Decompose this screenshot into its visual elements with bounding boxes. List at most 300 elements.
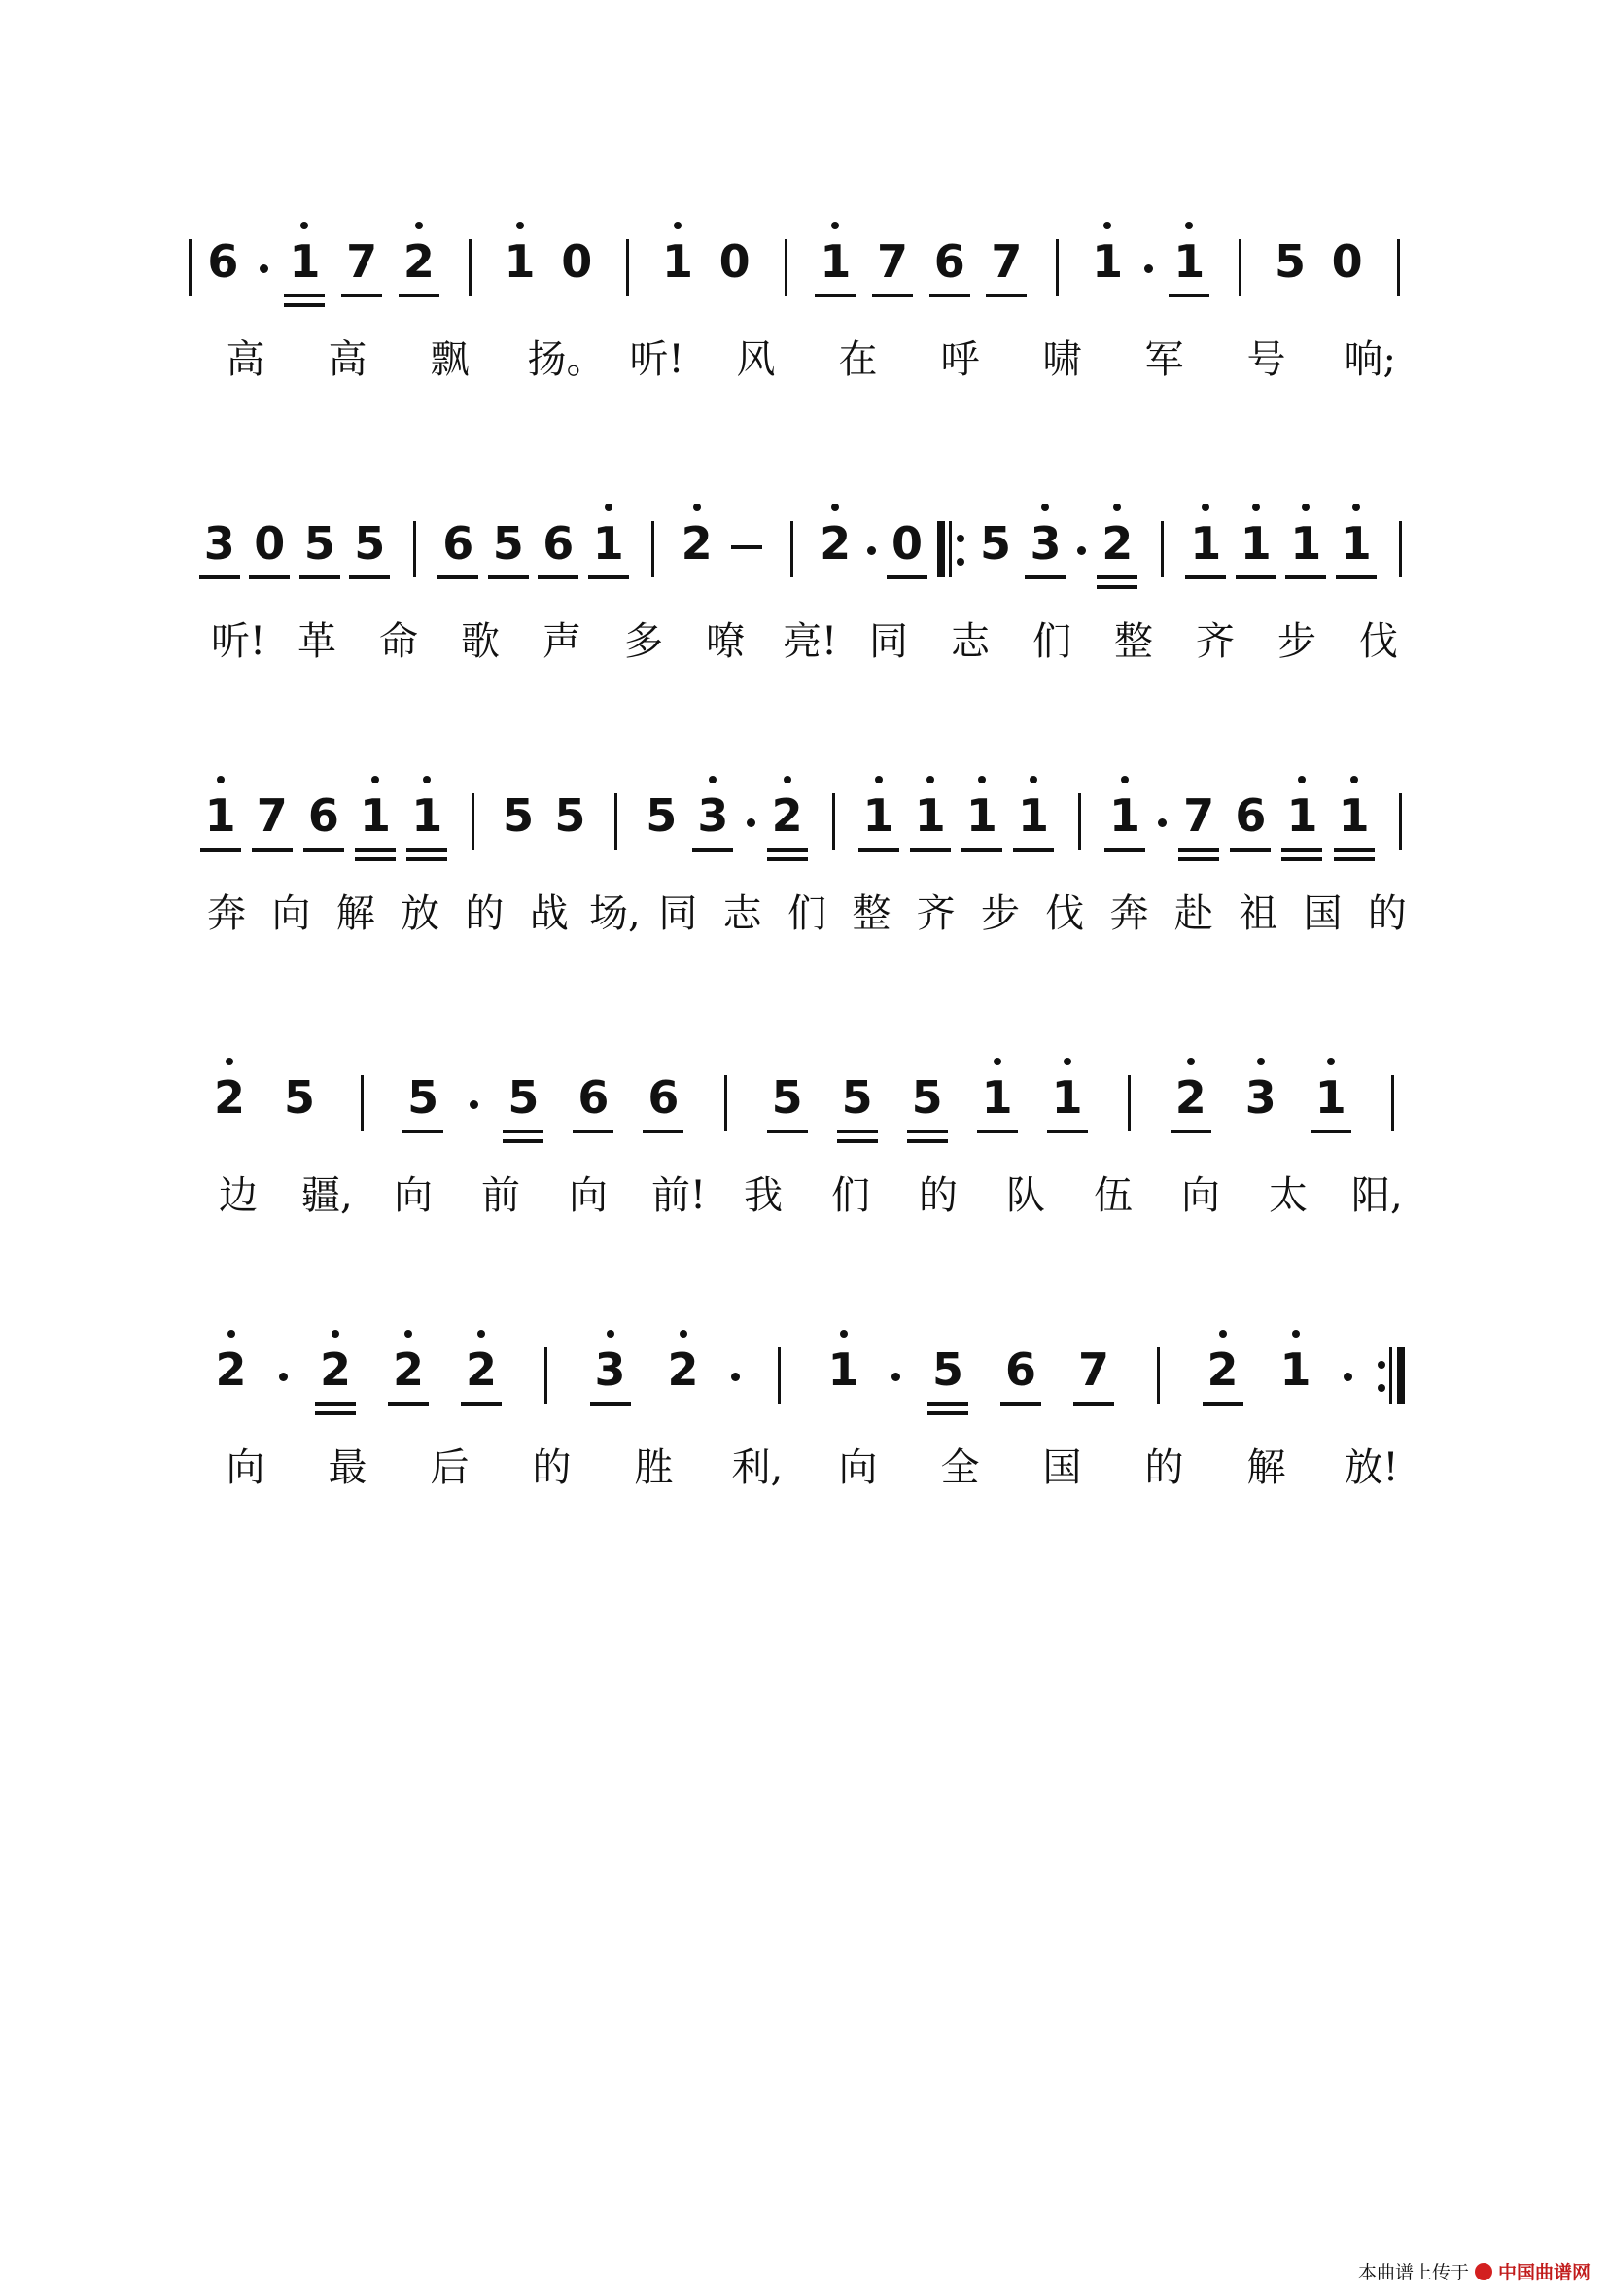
lyric-syllable: 齐 [1196,619,1235,664]
note: 2 [1201,1343,1245,1396]
high-octave-dot [1202,504,1209,511]
lyric-syllable: 军 [1144,337,1184,382]
upload-credit-text: 本曲谱上传于 [1357,2262,1469,2283]
underline [1281,848,1322,852]
note: 2 [813,517,857,570]
underline [872,294,913,297]
lyric-syllable: 整 [852,891,891,936]
score-system [0,739,1608,953]
note: 5 [1274,235,1306,288]
lyric-syllable: 飘 [430,337,470,382]
note: 2 [459,1343,504,1396]
underline [538,575,578,579]
lyric-syllable: 风 [736,337,776,382]
underline [1334,848,1375,852]
note: 7 [870,235,915,288]
site-logo-icon [1475,2263,1492,2280]
score-system [0,185,1608,399]
note: 6 [571,1071,615,1124]
lyric-syllable: 前 [481,1173,520,1218]
high-octave-dot [875,776,883,783]
high-octave-dot [1121,776,1129,783]
high-octave-dot [227,1330,235,1338]
note: 6 [207,235,239,288]
lyric-syllable: 的 [1367,891,1407,936]
note: 2 [661,1343,706,1396]
note: 1 [198,789,243,842]
high-octave-dot [404,1330,412,1338]
high-octave-dot [831,504,839,511]
note: 6 [998,1343,1043,1396]
underline [315,1411,356,1415]
augmentation-dot [731,1373,740,1381]
notes-line [0,467,1608,612]
high-octave-dot [1041,504,1049,511]
underline [590,1402,631,1406]
underline [907,1130,948,1133]
note: 3 [588,1343,633,1396]
underline [1311,1130,1351,1133]
lyric-syllable: 边 [219,1173,258,1218]
note: 1 [1183,517,1228,570]
lyric-syllable: 向 [838,1445,878,1490]
underline [1178,848,1219,852]
lyric-syllable: 命 [379,619,418,664]
underline [907,1139,948,1143]
barline [1397,239,1400,296]
note: 1 [498,235,542,288]
underline [1047,1130,1088,1133]
note: 5 [646,789,678,842]
lyric-syllable: 的 [465,891,505,936]
lyric-syllable: 队 [1006,1173,1045,1218]
lyric-syllable: 同 [869,619,908,664]
repeat-dot [1378,1384,1385,1392]
note: 1 [1085,235,1130,288]
barline [1391,1075,1394,1131]
repeat-barline-thick [937,521,945,577]
underline [461,1402,502,1406]
repeat-barline-thick [1397,1347,1405,1404]
lyric-syllable: 放 [401,891,440,936]
high-octave-dot [674,222,682,229]
note: 6 [536,517,580,570]
high-octave-dot [1352,504,1360,511]
barline [1078,793,1081,850]
note: 5 [765,1071,810,1124]
high-octave-dot [605,504,612,511]
underline [402,1130,443,1133]
site-name: 中国曲谱网 [1497,2262,1591,2283]
repeat-barline-thin [949,521,952,577]
lyric-syllable: 伐 [1045,891,1085,936]
underline [1000,1402,1041,1406]
note: 3 [197,517,242,570]
underline [858,848,899,852]
high-octave-dot [332,1330,339,1338]
lyric-syllable: 响; [1344,337,1396,382]
lyric-syllable: 我 [744,1173,783,1218]
underline [815,294,856,297]
underline [388,1402,429,1406]
underline [355,857,396,861]
note: 5 [283,1071,315,1124]
augmentation-dot [747,818,755,827]
augmentation-dot [867,546,876,555]
note: 7 [1071,1343,1116,1396]
barline [832,793,835,850]
barline [790,521,793,577]
barline [651,521,654,577]
high-octave-dot [1298,776,1306,783]
note: 1 [813,235,857,288]
note: 1 [1334,517,1379,570]
lyric-syllable: 国 [1042,1445,1082,1490]
underline [315,1402,356,1406]
note: 1 [1167,235,1211,288]
note: 2 [207,1071,252,1124]
underline [1336,575,1377,579]
underline [961,848,1002,852]
underline [767,1130,808,1133]
high-octave-dot [1219,1330,1227,1338]
high-octave-dot [1030,776,1037,783]
note: 1 [908,789,953,842]
note: 6 [301,789,346,842]
underline [341,294,382,297]
high-octave-dot [300,222,308,229]
underline [303,848,344,852]
lyrics-line [0,612,1608,680]
lyric-syllable: 奔 [207,891,247,936]
note: 1 [1045,1071,1090,1124]
high-octave-dot [680,1330,687,1338]
underline [910,848,951,852]
repeat-dot [1378,1361,1385,1369]
note: 1 [655,235,700,288]
barline [469,239,472,296]
note: 0 [561,235,593,288]
note: 3 [1023,517,1067,570]
high-octave-dot [415,222,423,229]
lyric-syllable: 的 [532,1445,572,1490]
note: 5 [401,1071,445,1124]
lyric-syllable: 最 [328,1445,367,1490]
notes-line [0,1021,1608,1166]
barline [1399,521,1402,577]
note: 1 [586,517,631,570]
underline [588,575,629,579]
high-octave-dot [1103,222,1111,229]
note: 7 [250,789,295,842]
lyric-syllable: 革 [297,619,336,664]
high-octave-dot [1302,504,1310,511]
note: 1 [282,235,327,288]
lyrics-line [0,885,1608,953]
high-octave-dot [1113,504,1121,511]
underline [1169,294,1209,297]
note: 1 [1011,789,1056,842]
repeat-barline-thin [1389,1347,1392,1404]
notes-line [0,185,1608,330]
lyric-syllable: 呼 [940,337,980,382]
lyric-syllable: 前! [651,1173,707,1218]
note: 2 [313,1343,358,1396]
note: 5 [926,1343,970,1396]
note: 5 [501,1071,545,1124]
note: 1 [404,789,449,842]
underline [767,857,808,861]
augmentation-dot [891,1373,900,1381]
underline [1171,1130,1211,1133]
underline [1104,848,1145,852]
augmentation-dot [1344,1373,1352,1381]
high-octave-dot [978,776,986,783]
underline [573,1130,613,1133]
score-system [0,1293,1608,1507]
underline [299,575,340,579]
lyric-syllable: 听! [211,619,266,664]
lyric-syllable: 扬。 [527,337,606,382]
lyric-syllable: 奔 [1109,891,1149,936]
lyric-syllable: 整 [1114,619,1153,664]
underline [1185,575,1226,579]
lyric-syllable: 向 [226,1445,265,1490]
lyrics-line [0,1166,1608,1235]
high-octave-dot [217,776,225,783]
underline [1236,575,1276,579]
barline [614,793,617,850]
upload-credit [1358,2258,1591,2284]
note: 5 [554,789,586,842]
underline [1178,857,1219,861]
lyric-syllable: 赴 [1173,891,1213,936]
lyric-syllable: 们 [1032,619,1071,664]
lyric-syllable: 歌 [461,619,500,664]
note: 0 [247,517,292,570]
high-octave-dot [784,776,791,783]
note: 1 [975,1071,1020,1124]
underline [503,1139,543,1143]
lyric-syllable: 太 [1269,1173,1308,1218]
barline [778,1347,781,1404]
lyric-syllable: 向 [1181,1173,1220,1218]
notes-line [0,1293,1608,1439]
note: 2 [1095,517,1139,570]
lyric-syllable: 的 [1144,1445,1184,1490]
underline [437,575,478,579]
score-system [0,467,1608,680]
underline [399,294,439,297]
underline [200,848,241,852]
high-octave-dot [607,1330,614,1338]
underline [488,575,529,579]
augmentation-dot [1144,264,1153,273]
note: 6 [641,1071,685,1124]
high-octave-dot [371,776,379,783]
lyric-syllable: 步 [1277,619,1316,664]
note: 5 [486,517,531,570]
underline [1334,857,1375,861]
lyric-syllable: 志 [951,619,990,664]
lyric-syllable: 们 [787,891,826,936]
underline [284,294,325,297]
high-octave-dot [1064,1058,1071,1065]
underline [977,1130,1018,1133]
lyric-syllable: 全 [940,1445,980,1490]
lyric-syllable: 伐 [1359,619,1398,664]
score-system [0,1021,1608,1235]
lyric-syllable: 的 [919,1173,958,1218]
lyric-syllable: 步 [980,891,1020,936]
lyric-syllable: 亮! [783,619,838,664]
lyrics-line [0,1439,1608,1507]
high-octave-dot [516,222,524,229]
underline [252,848,293,852]
note: 2 [1169,1071,1213,1124]
note: 2 [397,235,441,288]
note: 7 [339,235,384,288]
underline [406,857,447,861]
augmentation-dot [1077,546,1086,555]
barline [1056,239,1059,296]
note: 2 [675,517,719,570]
underline [199,575,240,579]
high-octave-dot [1292,1330,1300,1338]
barline [1157,1347,1160,1404]
repeat-dot [957,535,964,542]
underline [406,848,447,852]
note: 6 [1228,789,1273,842]
underline [1230,848,1271,852]
lyric-syllable: 战 [529,891,569,936]
high-octave-dot [693,504,701,511]
lyric-syllable: 声 [542,619,581,664]
lyric-syllable: 志 [722,891,762,936]
underline [284,303,325,307]
note: 1 [1234,517,1278,570]
lyric-syllable: 胜 [634,1445,674,1490]
note: 0 [885,517,929,570]
barline [1399,793,1402,850]
lyric-syllable: 向 [271,891,311,936]
augmentation-dot [470,1100,478,1109]
barline [544,1347,547,1404]
lyric-syllable: 号 [1246,337,1286,382]
note: 1 [1332,789,1377,842]
underline [643,1130,683,1133]
lyric-syllable: 听! [629,337,684,382]
underline [1281,857,1322,861]
underline [767,848,808,852]
lyric-syllable: 向 [394,1173,433,1218]
underline [927,1411,968,1415]
lyric-syllable: 多 [624,619,663,664]
underline [837,1139,878,1143]
note: 5 [905,1071,950,1124]
high-octave-dot [994,1058,1001,1065]
lyric-syllable: 解 [1246,1445,1286,1490]
underline [887,575,927,579]
note: 0 [1331,235,1363,288]
augmentation-dot [260,264,268,273]
underline [1013,848,1054,852]
high-octave-dot [1187,1058,1195,1065]
lyric-syllable: 利, [731,1445,784,1490]
augmentation-dot [1158,818,1167,827]
notes-line [0,739,1608,885]
lyric-syllable: 高 [328,337,367,382]
lyric-syllable: 祖 [1239,891,1278,936]
underline [249,575,290,579]
lyric-syllable: 同 [658,891,698,936]
high-octave-dot [226,1058,233,1065]
barline [472,793,474,850]
underline [1097,575,1137,579]
repeat-dot [957,558,964,566]
note: 6 [927,235,972,288]
lyric-syllable: 场, [589,891,641,936]
barline [361,1075,364,1131]
underline [1203,1402,1243,1406]
note: 1 [1274,1343,1318,1396]
barline [413,521,416,577]
barline [1161,521,1164,577]
lyric-syllable: 啸 [1042,337,1082,382]
lyric-syllable: 们 [831,1173,870,1218]
barline [626,239,629,296]
underline [692,848,733,852]
note: 1 [821,1343,866,1396]
underline [349,575,390,579]
barline [1128,1075,1131,1131]
lyric-syllable: 后 [430,1445,470,1490]
note: 1 [1279,789,1324,842]
lyric-syllable: 国 [1303,891,1343,936]
note: 5 [979,517,1011,570]
high-octave-dot [477,1330,485,1338]
lyric-syllable: 放! [1344,1445,1399,1490]
lyric-syllable: 解 [335,891,375,936]
note: 1 [960,789,1004,842]
augmentation-dot [279,1373,288,1381]
lyric-syllable: 高 [226,337,265,382]
lyric-syllable: 在 [838,337,878,382]
note: 5 [347,517,392,570]
high-octave-dot [831,222,839,229]
underline [1285,575,1326,579]
underline [503,1130,543,1133]
note: 3 [1239,1071,1283,1124]
note: 2 [209,1343,254,1396]
note: 5 [835,1071,880,1124]
lyric-syllable: 齐 [916,891,956,936]
barline [189,239,192,296]
high-octave-dot [1257,1058,1265,1065]
underline [1073,1402,1114,1406]
high-octave-dot [423,776,431,783]
note: 7 [984,235,1029,288]
high-octave-dot [926,776,934,783]
barline [1239,239,1241,296]
high-octave-dot [1185,222,1193,229]
extension-dash [731,545,762,549]
underline [1025,575,1066,579]
note: 1 [1309,1071,1353,1124]
lyric-syllable: 嘹 [706,619,745,664]
note: 1 [1283,517,1328,570]
lyric-syllable: 疆, [301,1173,353,1218]
